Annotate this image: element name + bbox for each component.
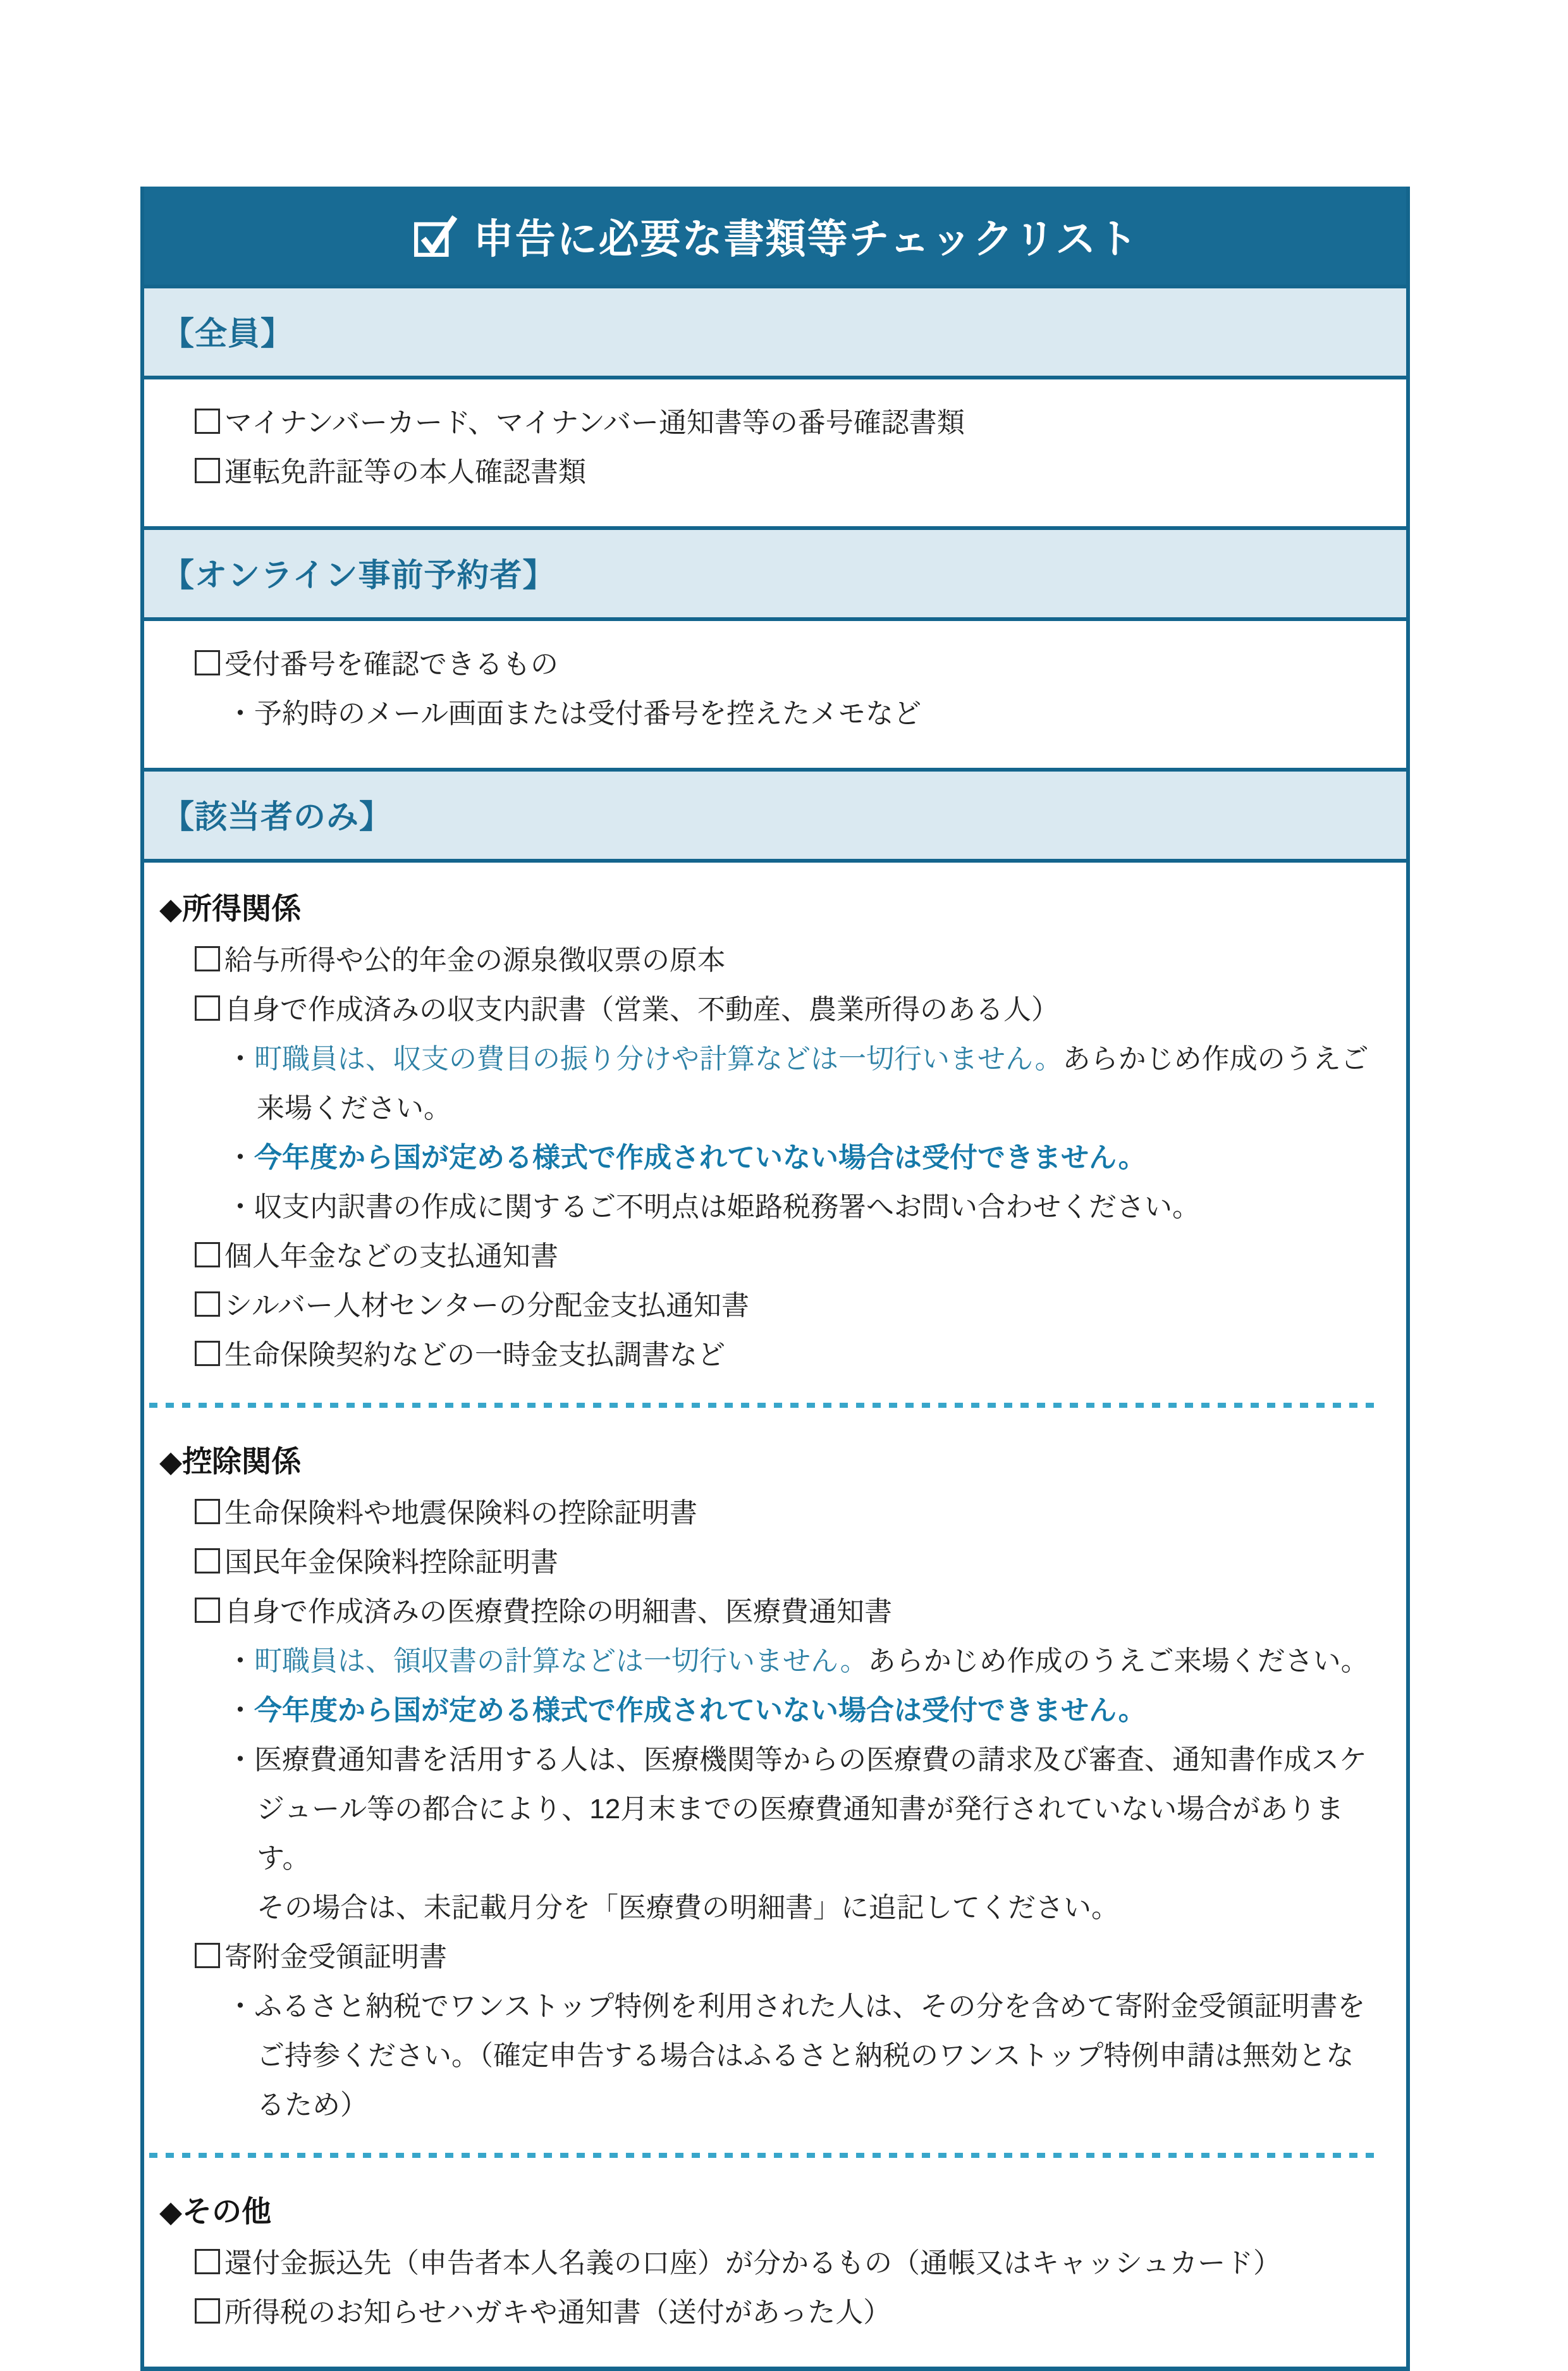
note-item xyxy=(144,1735,1396,1933)
dotted-divider xyxy=(149,1403,1381,1408)
checklist-item xyxy=(144,1587,1396,1637)
text-segment: ふるさと納税でワンストップ特例を利用された人は、その分を含めて寄附金受領証明書を xyxy=(254,1991,1366,2022)
checklist-item xyxy=(144,2288,1396,2337)
text-segment: ジュール等の都合により、12月末までの医療費通知書が発行されていない場合があります。 xyxy=(257,1794,1344,1874)
checklist-sections xyxy=(144,285,1406,2367)
checklist-item xyxy=(144,936,1396,985)
subsection-heading: ◆その他 xyxy=(159,2195,272,2228)
checklist-item xyxy=(144,1489,1396,1538)
note-item xyxy=(144,1183,1396,1232)
text-segment: 予約時のメール画面または受付番号を控えたメモなど xyxy=(254,698,922,729)
empty-checkbox-icon xyxy=(195,1499,220,1524)
text-segment: 自身で作成済みの収支内訳書（営業、不動産、農業所得のある人） xyxy=(224,994,1059,1025)
checklist-item xyxy=(144,448,1396,497)
text-segment: 生命保険料や地震保険料の控除証明書 xyxy=(224,1498,697,1529)
section-header-label: 【該当者のみ】 xyxy=(162,799,393,835)
section-header xyxy=(144,285,1406,379)
text-segment: 受付番号を確認できるもの xyxy=(224,649,558,680)
checklist-sheet xyxy=(140,187,1410,2371)
empty-checkbox-icon xyxy=(195,1943,220,1968)
section-header-label: 【オンライン事前予約者】 xyxy=(162,557,556,593)
note-item xyxy=(144,1686,1396,1735)
empty-checkbox-icon xyxy=(195,1598,220,1623)
section-header xyxy=(144,526,1406,621)
empty-checkbox-icon xyxy=(195,1291,220,1317)
empty-checkbox-icon xyxy=(195,1242,220,1267)
empty-checkbox-icon xyxy=(195,995,220,1021)
text-segment: あらかじめ作成のうえご xyxy=(1062,1044,1369,1075)
empty-checkbox-icon xyxy=(195,2298,220,2324)
text-segment: 今年度から国が定める様式で作成されていない場合は受付できません。 xyxy=(254,1695,1146,1726)
text-segment: 今年度から国が定める様式で作成されていない場合は受付できません。 xyxy=(254,1142,1146,1173)
empty-checkbox-icon xyxy=(195,2249,220,2274)
checklist-item xyxy=(144,1933,1396,1982)
text-segment: 給与所得や公的年金の源泉徴収票の原本 xyxy=(224,945,725,976)
text-segment: シルバー人材センターの分配金支払通知書 xyxy=(224,1290,750,1321)
checklist-item xyxy=(144,1281,1396,1331)
page-title: 申告に必要な書類等チェックリスト xyxy=(473,216,1139,262)
text-segment: その場合は、未記載月分を「医療費の明細書」に追記してください。 xyxy=(257,1892,1119,1923)
bullet-marker: ・ xyxy=(226,1744,254,1775)
bullet-marker: ・ xyxy=(226,1991,254,2022)
checked-checkbox-icon xyxy=(412,212,458,259)
bullet-marker: ・ xyxy=(226,1695,254,1726)
text-segment: 収支内訳書の作成に関するご不明点は姫路税務署へお問い合わせください。 xyxy=(254,1192,1200,1222)
checklist-item xyxy=(144,398,1396,448)
text-segment: 自身で作成済みの医療費控除の明細書、医療費通知書 xyxy=(224,1596,892,1627)
text-segment: 所得税のお知らせハガキや通知書（送付があった人） xyxy=(224,2297,891,2328)
bullet-marker: ・ xyxy=(226,1142,254,1173)
text-segment: 町職員は、領収書の計算などは一切行いません。 xyxy=(254,1646,868,1677)
checklist-item xyxy=(144,2239,1396,2288)
section-body xyxy=(144,863,1406,2367)
text-segment: 還付金振込先（申告者本人名義の口座）が分かるもの（通帳又はキャッシュカード） xyxy=(224,2248,1282,2279)
empty-checkbox-icon xyxy=(195,1341,220,1366)
bullet-marker: ・ xyxy=(226,1646,254,1677)
checklist-item xyxy=(144,640,1396,689)
checklist-item xyxy=(144,1331,1396,1380)
text-segment: ご持参ください。（確定申告する場合はふるさと納税のワンストップ特例申請は無効とな xyxy=(257,2040,1354,2071)
bullet-marker: ・ xyxy=(226,1192,254,1222)
checklist-item xyxy=(144,985,1396,1035)
text-segment: るため） xyxy=(257,2090,368,2121)
text-segment: 個人年金などの支払通知書 xyxy=(224,1241,558,1272)
bullet-marker: ・ xyxy=(226,698,254,729)
bullet-marker: ・ xyxy=(226,1044,254,1075)
empty-checkbox-icon xyxy=(195,1548,220,1573)
empty-checkbox-icon xyxy=(195,946,220,971)
text-segment: マイナンバーカード、マイナンバー通知書等の番号確認書類 xyxy=(224,407,965,438)
section-body xyxy=(144,621,1406,768)
text-segment: 国民年金保険料控除証明書 xyxy=(224,1547,558,1578)
checklist-item xyxy=(144,1538,1396,1587)
checklist-item xyxy=(144,1232,1396,1281)
text-segment: 医療費通知書を活用する人は、医療機関等からの医療費の請求及び審査、通知書作成スケ xyxy=(254,1744,1367,1775)
text-segment: 寄附金受領証明書 xyxy=(224,1942,447,1973)
section-header-label: 【全員】 xyxy=(162,316,294,352)
note-item xyxy=(144,1133,1396,1183)
text-segment: 来場ください。 xyxy=(257,1093,451,1124)
section-header xyxy=(144,768,1406,863)
subsection-heading: ◆控除関係 xyxy=(159,1444,302,1478)
note-item xyxy=(144,1035,1396,1133)
empty-checkbox-icon xyxy=(195,650,220,675)
note-item xyxy=(144,689,1396,739)
text-segment: 町職員は、収支の費目の振り分けや計算などは一切行いません。 xyxy=(254,1044,1063,1075)
dotted-divider xyxy=(149,2153,1381,2158)
empty-checkbox-icon xyxy=(195,458,220,483)
title-banner xyxy=(144,187,1406,285)
note-item xyxy=(144,1637,1396,1686)
note-item xyxy=(144,1982,1396,2130)
empty-checkbox-icon xyxy=(195,409,220,434)
section-body xyxy=(144,379,1406,526)
text-segment: あらかじめ作成のうえご来場ください。 xyxy=(867,1646,1369,1677)
subsection-heading: ◆所得関係 xyxy=(159,892,302,925)
text-segment: 運転免許証等の本人確認書類 xyxy=(224,457,586,488)
text-segment: 生命保険契約などの一時金支払調書など xyxy=(224,1339,725,1370)
